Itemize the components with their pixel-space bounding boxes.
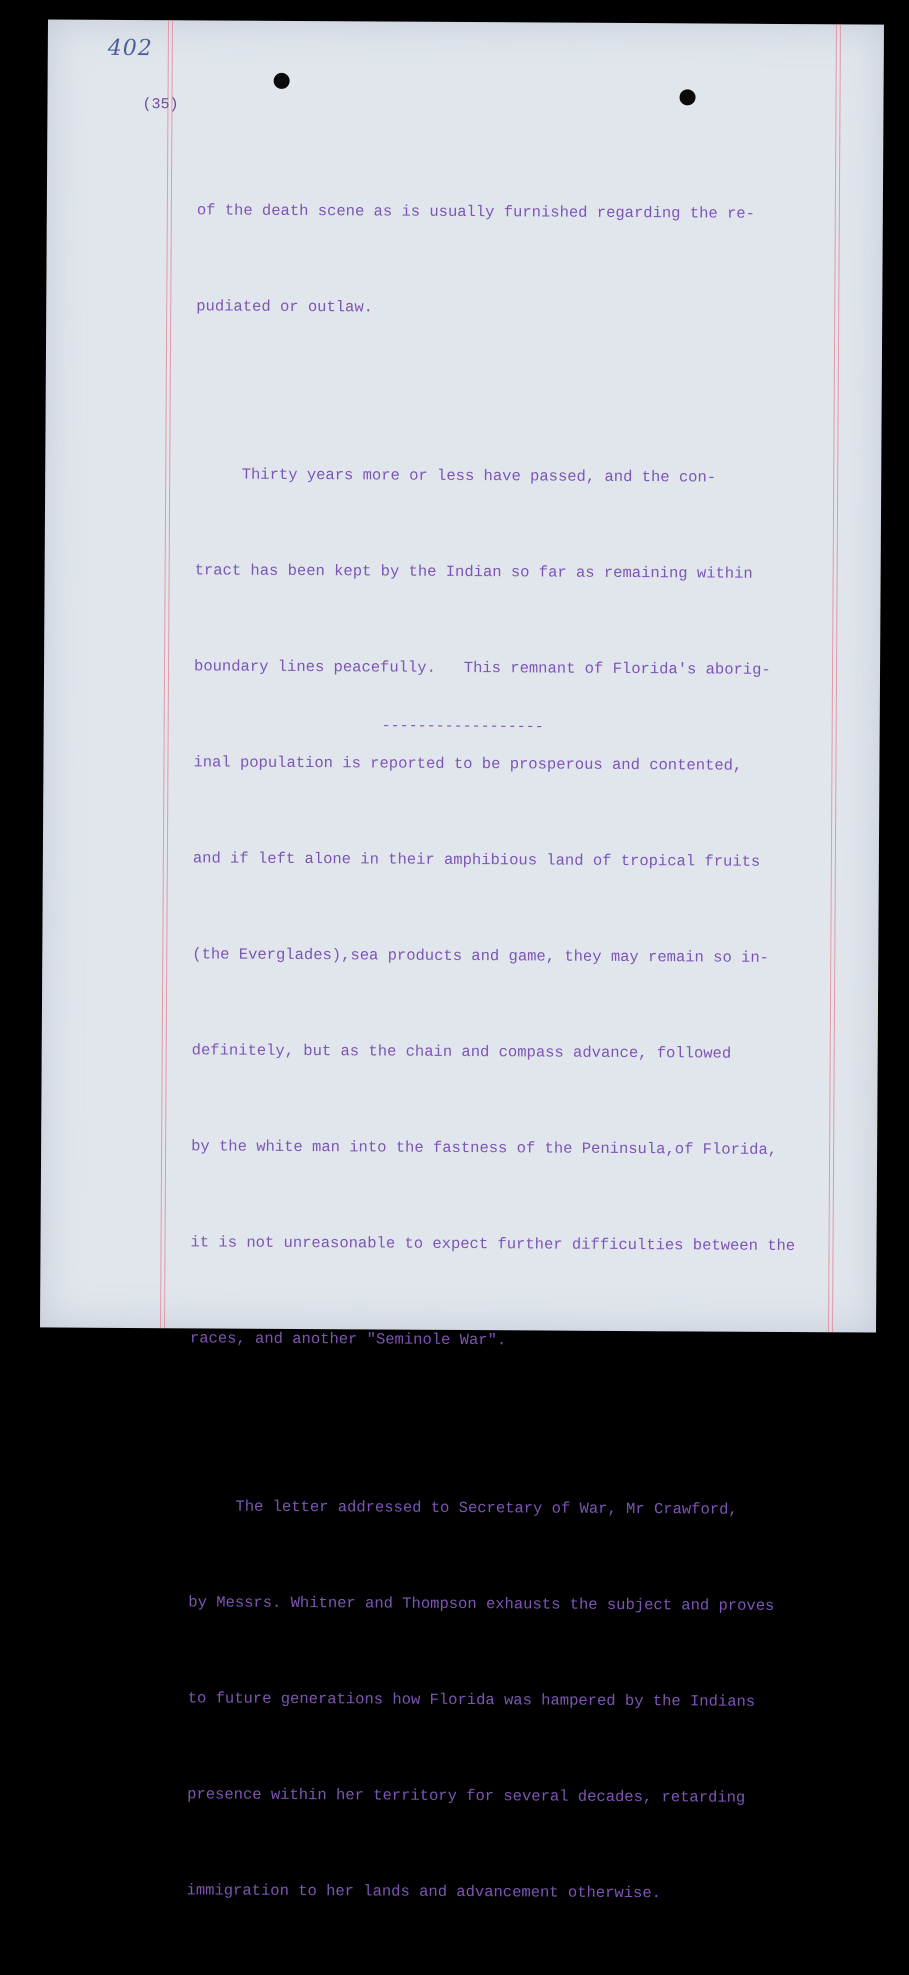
left-margin-rule-inner [164,20,173,1328]
text-line: definitely, but as the chain and compass advance, followed [191,1041,732,1063]
punch-hole-right [679,89,695,105]
text-line: presence within her territory for several decades, retarding [187,1785,746,1807]
text-line: boundary lines peacefully. This remnant of Florida's aborig- [193,657,771,679]
text-line: inal population is reported to be prosperous and contented, [193,753,743,775]
typed-page-number: (35) [142,96,179,114]
body-text [186,130,837,1974]
text-line: tract has been kept by the Indian so far as remaining within [194,561,753,583]
text-line: The letter addressed to Secretary of War, Mr Crawford, [188,1497,738,1519]
text-line: by Messrs. Whitner and Thompson exhausts the subject and proves [188,1593,775,1615]
text-line: of the death scene as is usually furnished regarding the re- [196,201,755,223]
text-line: races, and another "Seminole War". [189,1329,507,1350]
text-line: immigration to her lands and advancement otherwise. [186,1881,662,1903]
text-line: Thirty years more or less have passed, and the con- [195,465,717,487]
text-line: and if left alone in their amphibious land of tropical fruits [192,849,761,871]
section-divider: ------------------ [381,717,544,736]
punch-hole-left [274,73,290,89]
document-page [40,19,884,1903]
text-line: it is not unreasonable to expect further difficulties between the [190,1233,796,1256]
text-line: pudiated or outlaw. [196,297,374,317]
text-line: (the Everglades),sea products and game, they may remain so in- [192,945,770,967]
text-line: by the white man into the fastness of the Peninsula,of Florida, [191,1137,778,1159]
handwritten-page-number: 402 [107,35,153,62]
text-line: to future generations how Florida was hampered by the Indians [187,1689,756,1711]
